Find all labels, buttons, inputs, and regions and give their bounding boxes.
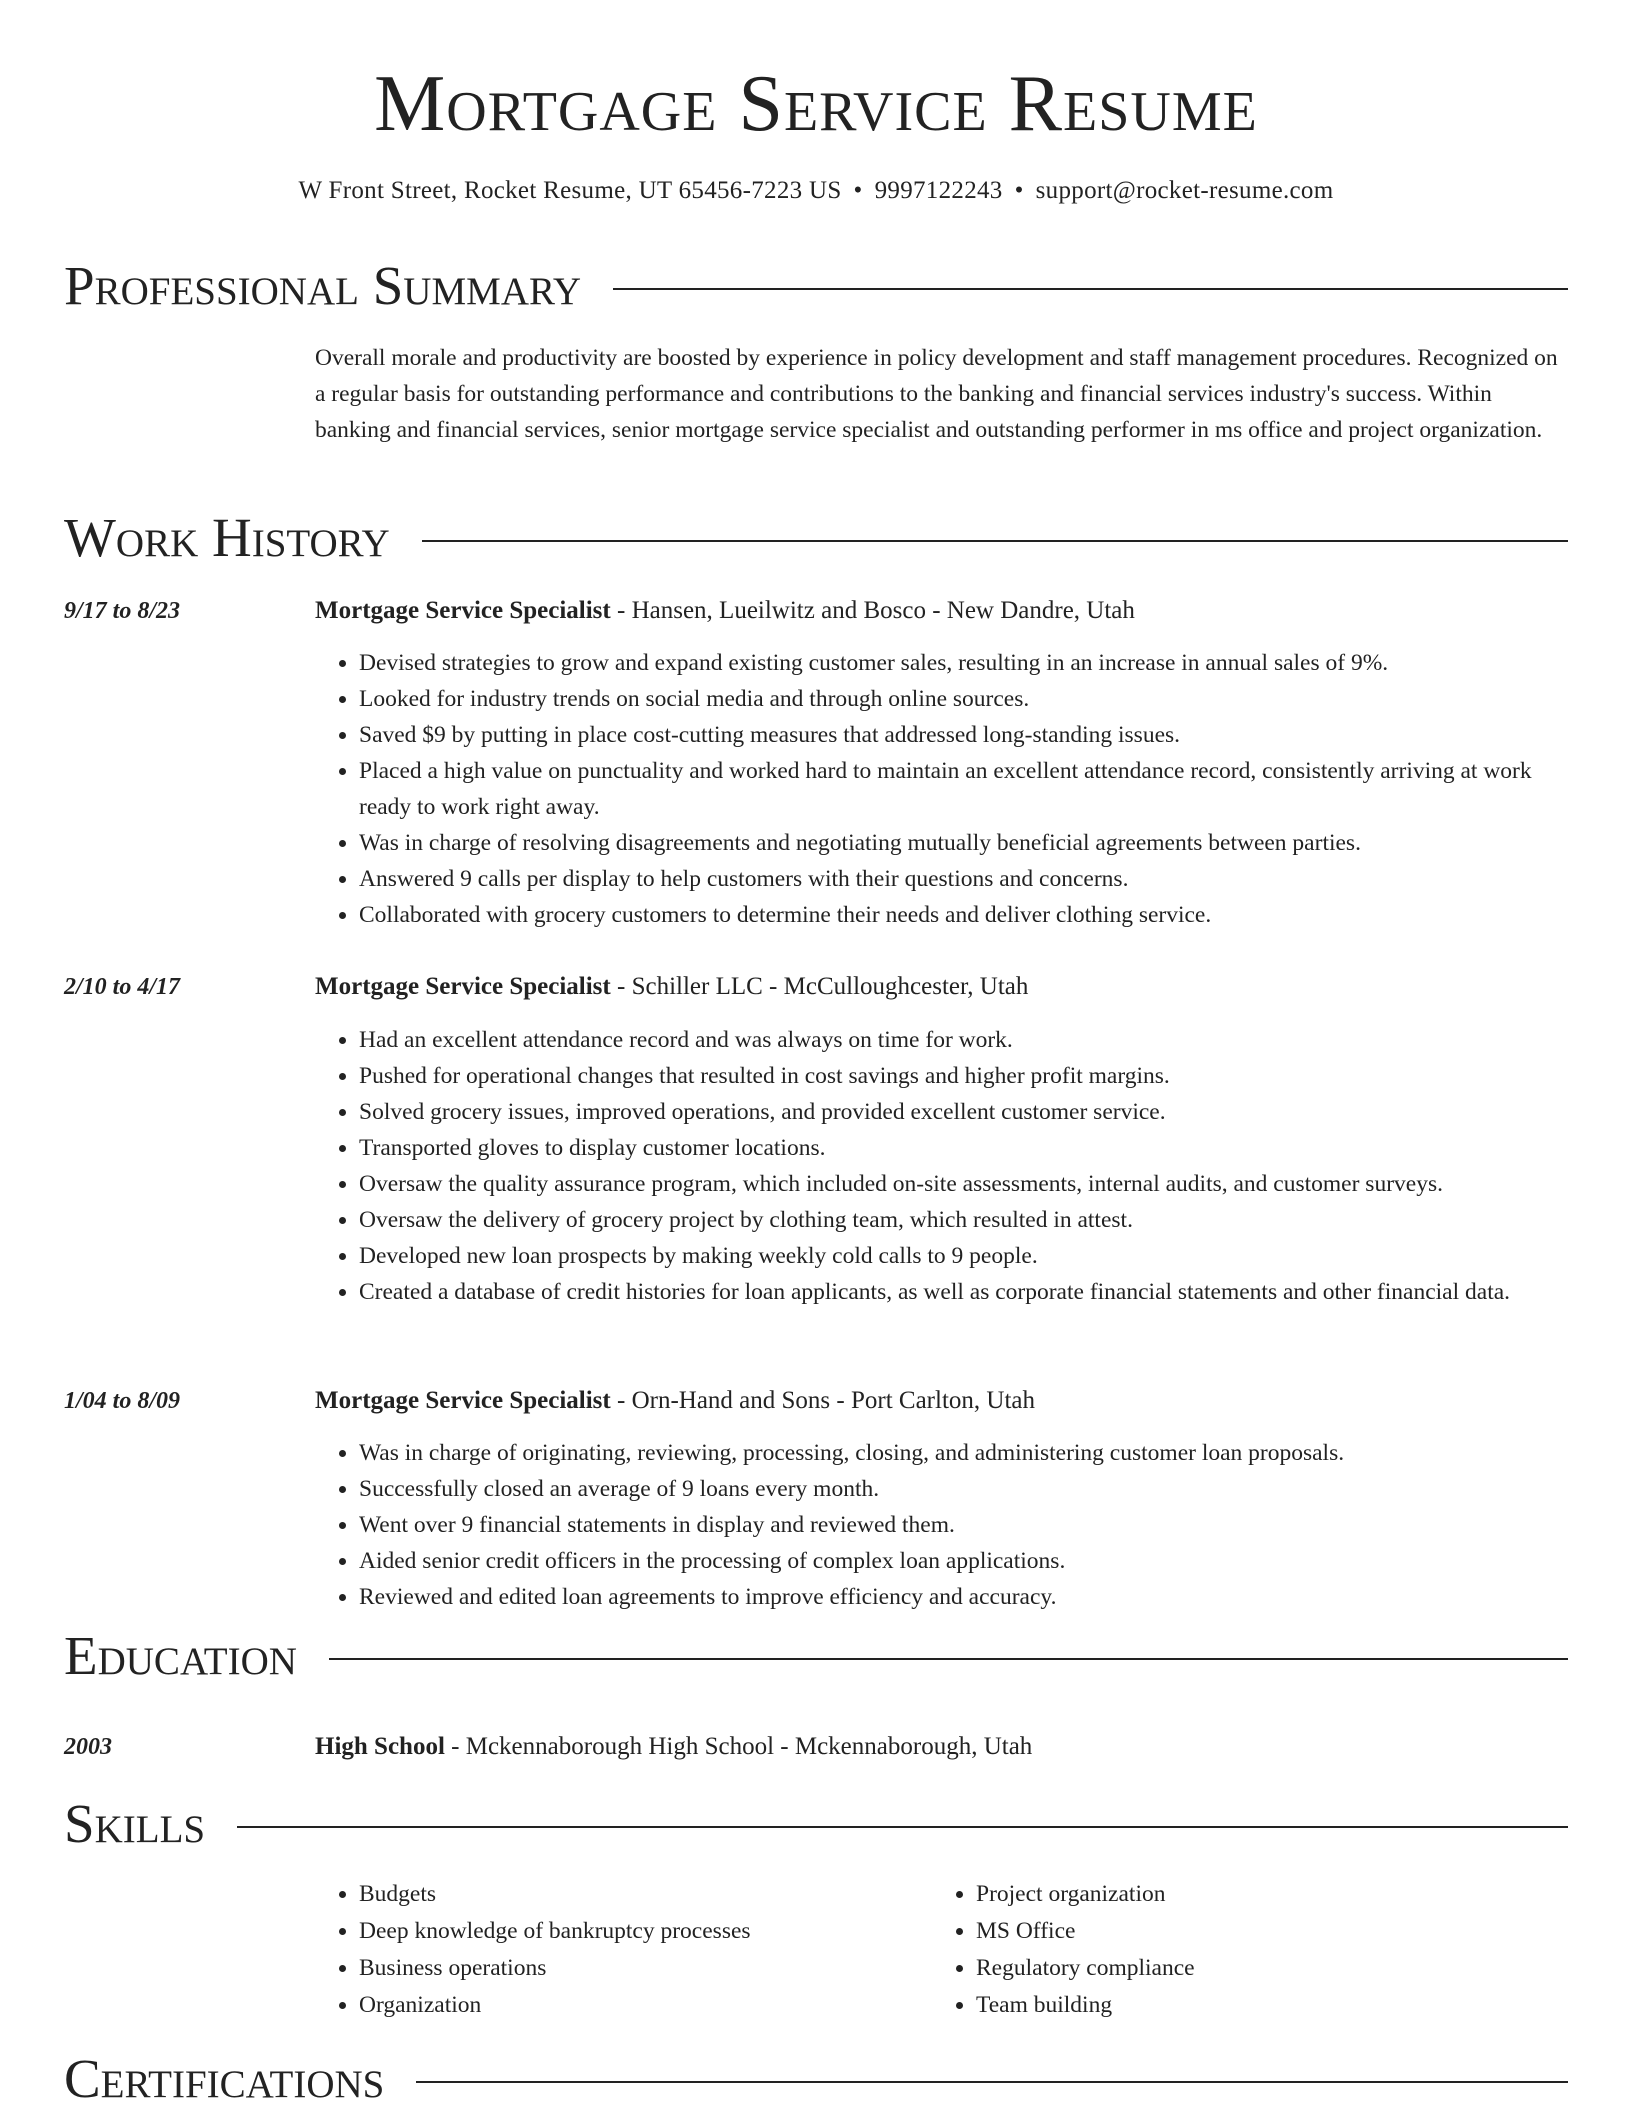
section-divider — [613, 288, 1568, 290]
job-employer: - Orn-Hand and Sons - Port Carlton, Utah — [610, 1387, 1035, 1414]
list-item: • Collaborated with grocery customers to determine their needs and deliver clothing service. — [359, 897, 1565, 933]
education-degree: High School — [315, 1733, 445, 1760]
skill-item: • Business operations — [359, 1950, 885, 1987]
job-dates: 9/17 to 8/23 — [64, 598, 181, 624]
section-title: Work History — [64, 507, 390, 568]
skills-column-right — [932, 1876, 1532, 2024]
separator-dot: • — [853, 177, 863, 204]
list-item: • Successfully closed an average of 9 loans every month. — [359, 1471, 1565, 1507]
job-bullets — [315, 1022, 1565, 1310]
list-item: • Oversaw the delivery of grocery project by clothing team, which resulted in attest. — [359, 1202, 1565, 1238]
email-link[interactable]: support@rocket-resume.com — [1035, 177, 1334, 204]
list-item: • Was in charge of originating, reviewing, processing, closing, and administering customer loan proposals. — [359, 1435, 1565, 1471]
skill-item: • Budgets — [359, 1876, 885, 1913]
list-item: • Saved $9 by putting in place cost-cutting measures that addressed long-standing issues. — [359, 717, 1565, 753]
summary-paragraph: Overall morale and productivity are boosted by experience in policy development and staff management procedures. Recognized on a regular basis for outstanding performance and contributions to the banking and financial services industry's success. Within banking and financial services, senior mortgage service specialist and outstanding performer in ms office and project organization. — [315, 345, 1558, 443]
education-year: 2003 — [64, 1734, 112, 1760]
section-title: Professional Summary — [64, 255, 582, 316]
list-item: • Reviewed and edited loan agreements to improve efficiency and accuracy. — [359, 1579, 1565, 1615]
list-item: • Transported gloves to display customer locations. — [359, 1130, 1565, 1166]
section-summary-heading — [64, 254, 1568, 318]
list-item: • Pushed for operational changes that resulted in cost savings and higher profit margins. — [359, 1058, 1565, 1094]
resume-title: Mortgage Service Resume — [374, 60, 1258, 148]
job-employer: - Schiller LLC - McCulloughcester, Utah — [610, 973, 1029, 1000]
skill-item: • Organization — [359, 1987, 885, 2024]
section-education-heading — [64, 1624, 1568, 1688]
job-role: Mortgage Service Specialist — [315, 973, 611, 1000]
separator-dot: • — [1014, 177, 1024, 204]
section-title: Education — [64, 1625, 297, 1686]
phone: 9997122243 — [874, 177, 1003, 204]
job-bullets — [315, 1435, 1565, 1615]
job-title — [315, 970, 1028, 1004]
section-divider — [422, 540, 1568, 542]
job-title — [315, 594, 1135, 628]
list-item: • Answered 9 calls per display to help customers with their questions and concerns. — [359, 861, 1565, 897]
section-skills-heading — [64, 1792, 1568, 1856]
list-item: • Created a database of credit histories for loan applicants, as well as corporate financial statements and other financial data. — [359, 1274, 1565, 1310]
job-role: Mortgage Service Specialist — [315, 597, 611, 624]
skill-item: • Regulatory compliance — [976, 1950, 1532, 1987]
section-divider — [329, 1658, 1568, 1660]
list-item: • Placed a high value on punctuality and worked hard to maintain an excellent attendance record, consistently arriving at work ready to work right away. — [359, 753, 1565, 825]
list-item: • Solved grocery issues, improved operations, and provided excellent customer service. — [359, 1094, 1565, 1130]
list-item: • Was in charge of resolving disagreements and negotiating mutually beneficial agreements between parties. — [359, 825, 1565, 861]
skill-item: • Project organization — [976, 1876, 1532, 1913]
section-certifications-heading — [64, 2047, 1568, 2111]
education-entry — [315, 1730, 1032, 1764]
job-dates: 1/04 to 8/09 — [64, 1388, 181, 1414]
job-dates: 2/10 to 4/17 — [64, 974, 181, 1000]
job-title — [315, 1384, 1035, 1418]
section-work-heading — [64, 506, 1568, 570]
list-item: • Had an excellent attendance record and was always on time for work. — [359, 1022, 1565, 1058]
skill-item: • Deep knowledge of bankruptcy processes — [359, 1913, 885, 1950]
list-item: • Aided senior credit officers in the processing of complex loan applications. — [359, 1543, 1565, 1579]
skill-item: • MS Office — [976, 1913, 1532, 1950]
job-bullets — [315, 645, 1565, 933]
contact-line — [0, 174, 1632, 208]
list-item: • Looked for industry trends on social media and through online sources. — [359, 681, 1565, 717]
list-item: • Devised strategies to grow and expand existing customer sales, resulting in an increase in annual sales of 9%. — [359, 645, 1565, 681]
section-divider — [237, 1826, 1568, 1828]
section-title: Skills — [64, 1793, 206, 1854]
list-item: • Developed new loan prospects by making weekly cold calls to 9 people. — [359, 1238, 1565, 1274]
education-school: - Mckennaborough High School - Mckennaborough, Utah — [444, 1733, 1033, 1760]
job-role: Mortgage Service Specialist — [315, 1387, 611, 1414]
address: W Front Street, Rocket Resume, UT 65456-7223 US — [298, 177, 842, 204]
skills-column-left — [315, 1876, 885, 2024]
section-divider — [416, 2081, 1568, 2083]
list-item: • Went over 9 financial statements in display and reviewed them. — [359, 1507, 1565, 1543]
list-item: • Oversaw the quality assurance program, which included on-site assessments, internal audits, and customer surveys. — [359, 1166, 1565, 1202]
job-employer: - Hansen, Lueilwitz and Bosco - New Dandre, Utah — [610, 597, 1135, 624]
skill-item: • Team building — [976, 1987, 1532, 2024]
section-title: Certifications — [64, 2048, 385, 2109]
